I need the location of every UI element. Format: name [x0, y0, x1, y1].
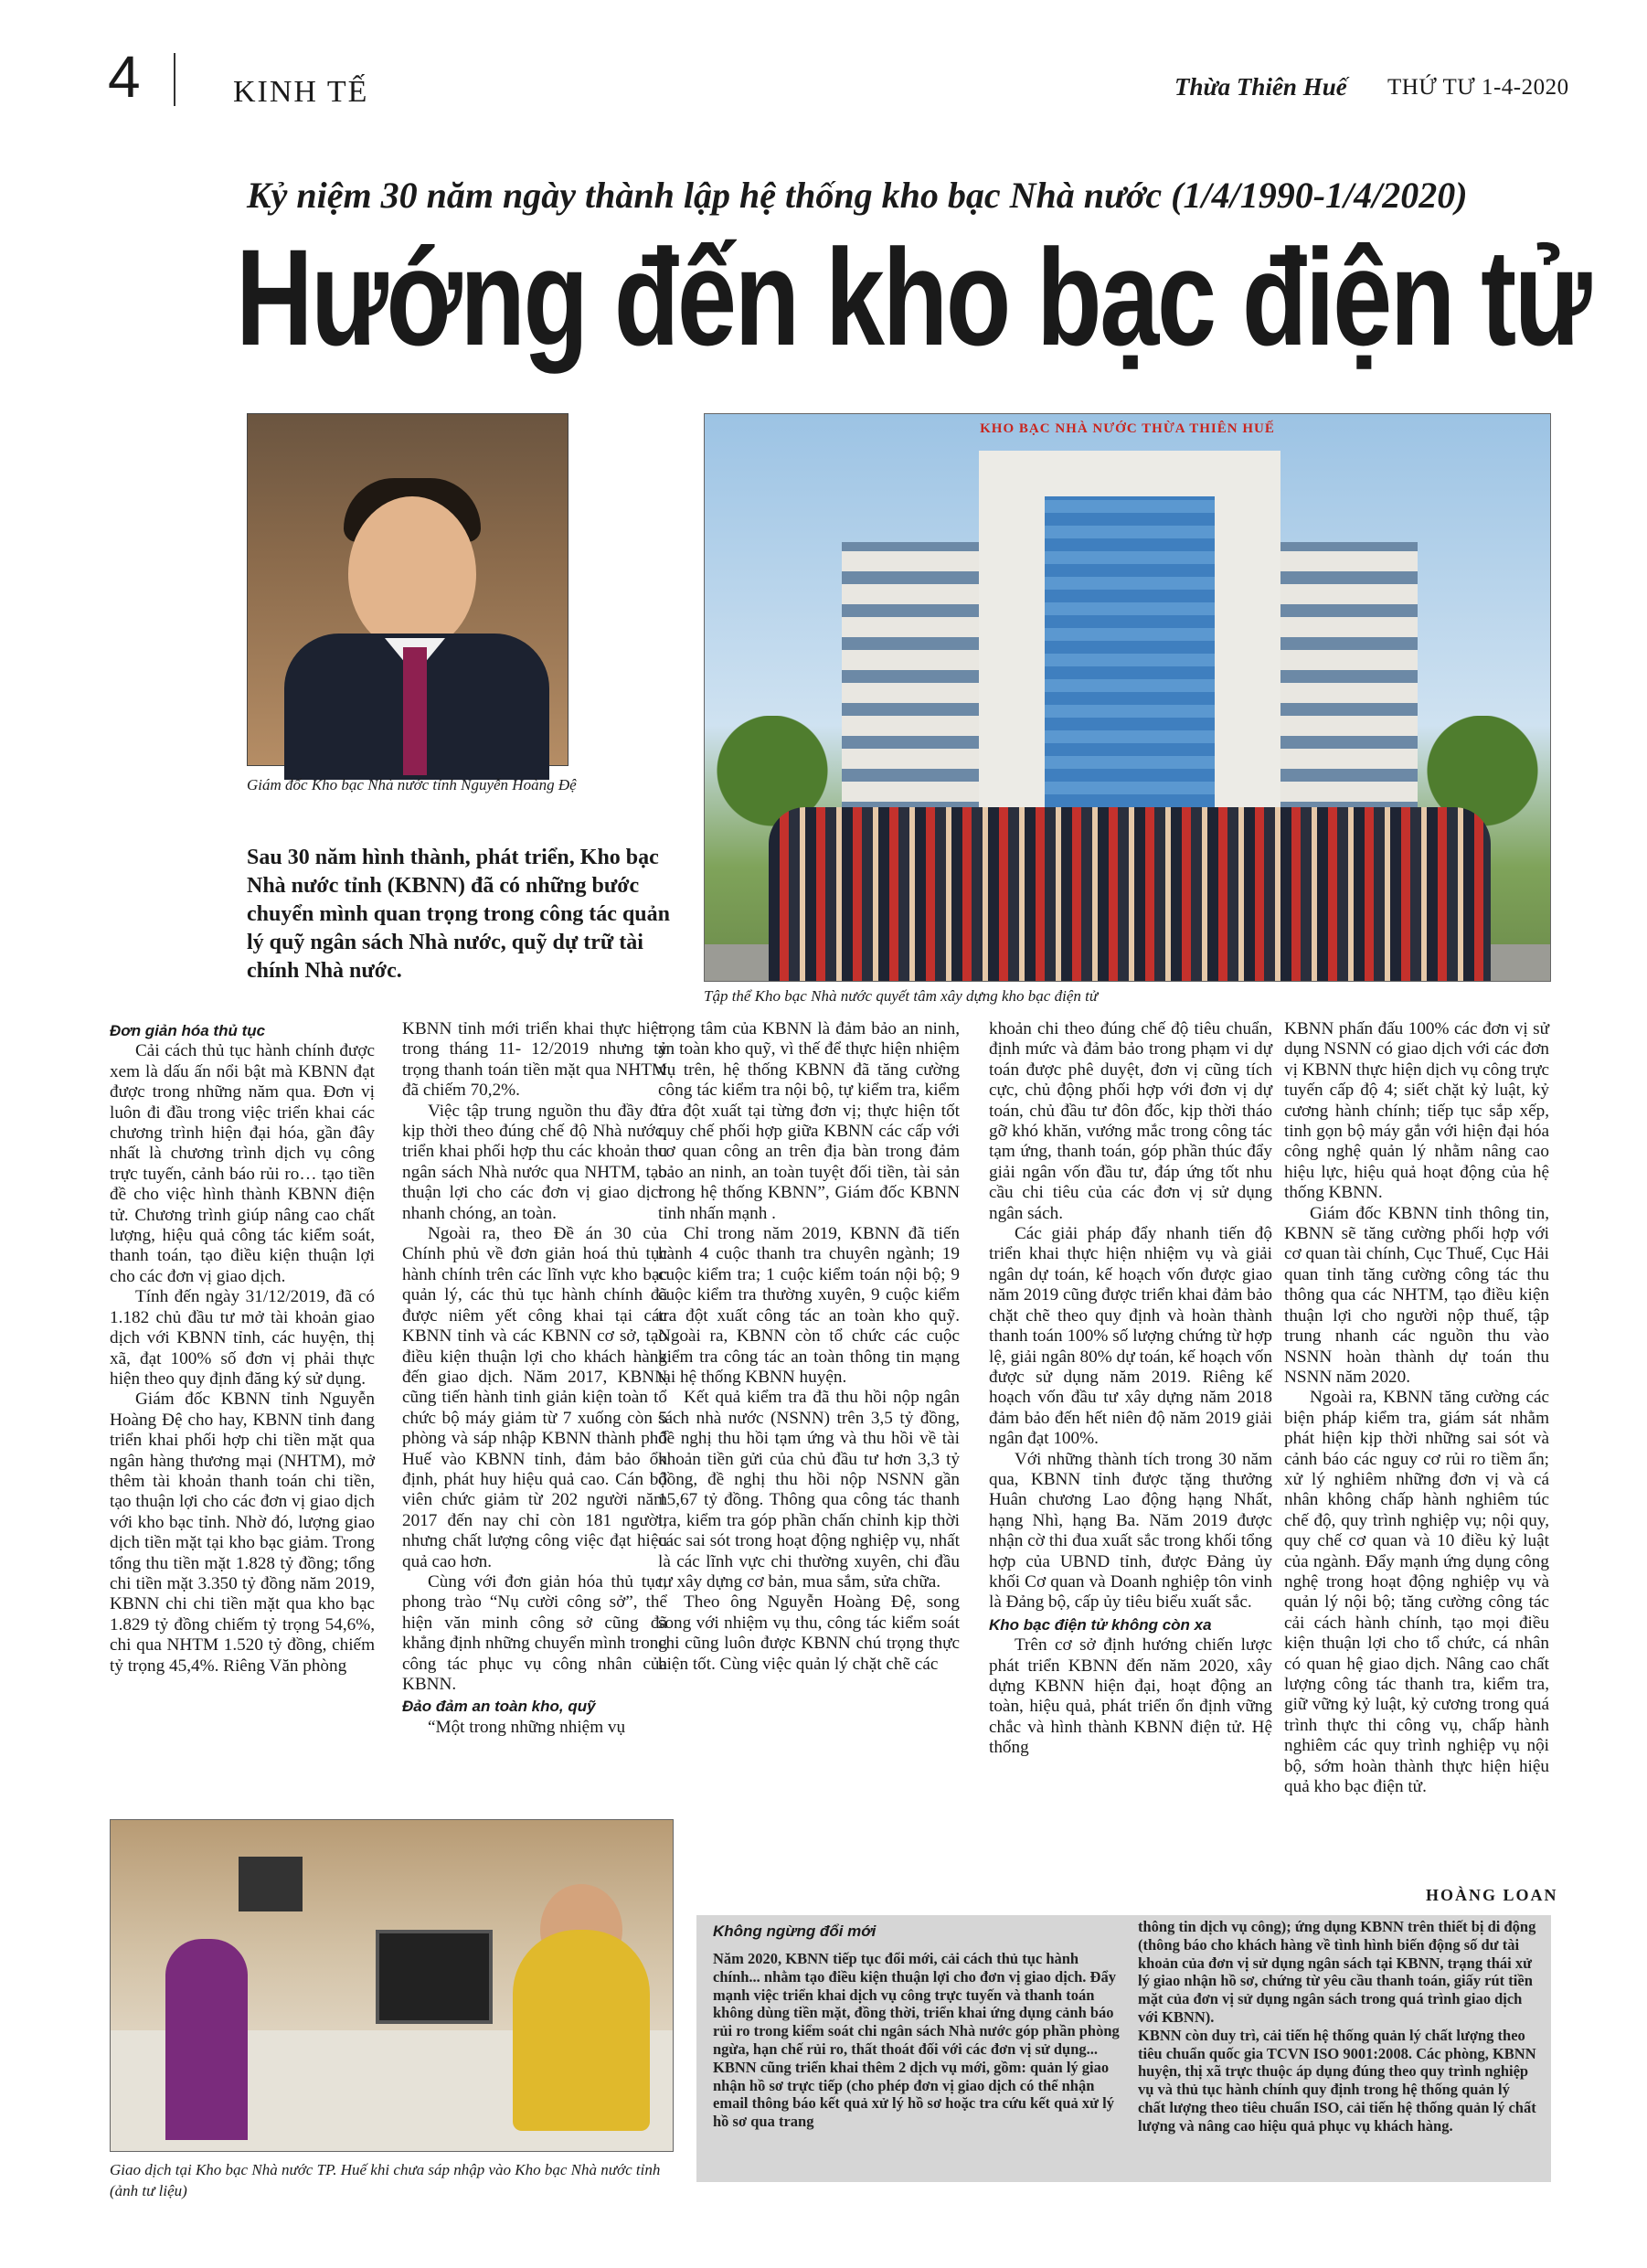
newspaper-name: Thừa Thiên Huế — [1174, 73, 1347, 101]
paragraph: Cùng với đơn giản hóa thủ tục, phong trào “Nụ cười công sở”, thể hiện văn minh công sở cũng đã khẳng định những chuyển mình trong công tác phục vụ công nhân của KBNN. — [402, 1571, 667, 1694]
paragraph: trọng tâm của KBNN là đảm bảo an ninh, an toàn kho quỹ, vì thế để thực hiện nhiệm vụ trên, hệ thống KBNN đã tăng cường công tác kiểm tra nội bộ, tự kiểm tra, kiểm tra đột xuất tại từng đơn vị; thực hiện tốt quy chế phối hợp giữa KBNN các cấp với cơ quan công an trên địa bàn trong đảm bảo an ninh, an toàn tuyệt đối tiền, tài sản trong hệ thống KBNN”, Giám đốc KBNN tỉnh nhấn mạnh . — [658, 1019, 960, 1223]
paragraph: Với những thành tích trong 30 năm qua, KBNN tỉnh được tặng thưởng Huân chương Lao động hạng Nhất, hạng Nhì, hạng Ba. Năm 2019 được nhận cờ thi đua xuất sắc trong khối tổng hợp của UBND tỉnh, được Đảng ủy khối Cơ quan và Doanh nghiệp tôn vinh là Đảng bộ, cấp ủy tiêu biểu xuất sắc. — [989, 1449, 1272, 1613]
subheading: Đơn giản hóa thủ tục — [110, 1022, 266, 1039]
paragraph: Giám đốc KBNN tỉnh thông tin, KBNN sẽ tăng cường phối hợp với cơ quan tài chính, Cục Thuế, Cục Hải quan tỉnh tăng cường công tác thu thông qua các NHTM, tạo điều kiện thuận lợi cho người nộp thuế, tập trung nhanh các nguồn thu vào NSNN hoàn thành dự toán thu NSNN năm 2020. — [1284, 1203, 1549, 1387]
paragraph: KBNN phấn đấu 100% các đơn vị sử dụng NSNN có giao dịch với các đơn vị KBNN thực hiện dịch vụ công trực tuyến cấp độ 4; siết chặt kỷ luật, kỷ cương hành chính; tiếp tục sắp xếp, tinh gọn bộ máy gắn với hiện đại hóa công nghệ quản lý nhằm nâng cao hiệu lực, hiệu quả hoạt động của hệ thống KBNN. — [1284, 1019, 1549, 1203]
paragraph: Theo ông Nguyễn Hoàng Đệ, song song với nhiệm vụ thu, công tác kiểm soát chi cũng luôn được KBNN chú trọng thực hiện tốt. Cùng việc quản lý chặt chẽ các — [658, 1592, 960, 1674]
author-byline: HOÀNG LOAN — [1426, 1886, 1558, 1904]
building-group-photo — [704, 413, 1551, 982]
sidebar-box-column-2 — [1138, 1918, 1540, 2135]
sidebar-box-column-1 — [713, 1950, 1120, 2131]
page-number: 4 — [108, 44, 141, 110]
article-column-1 — [110, 1019, 375, 1677]
paragraph: Kết quả kiểm tra đã thu hồi nộp ngân sách nhà nước (NSNN) trên 3,5 tỷ đồng, đề nghị thu hồi tạm ứng và thu hồi về tài khoản tiền gửi của chủ đầu tư hơn 3,3 tỷ đồng, đề nghị thu hồi nộp NSNN gần 15,67 tỷ đồng. Thông qua công tác thanh tra, kiểm tra góp phần chấn chỉnh kịp thời các sai sót trong hoạt động nghiệp vụ, nhất là các lĩnh vực chi thường xuyên, chi đầu tư xây dựng cơ bản, mua sắm, sửa chữa. — [658, 1388, 960, 1592]
box-paragraph: thông tin dịch vụ công); ứng dụng KBNN trên thiết bị di động (thông báo cho khách hàng về tình hình biến động số dư tài khoản của đơn vị sử dụng ngân sách tại KBNN, trạng thái xử lý giao nhận hồ sơ, chứng từ yêu cầu thanh toán, giấy rút tiền mặt của đơn vị sử dụng ngân sách trong quá trình giao dịch với KBNN). — [1138, 1918, 1536, 2026]
box-paragraph: KBNN còn duy trì, cải tiến hệ thống quản lý chất lượng theo tiêu chuẩn quốc gia TCVN ISO 9001:2008. Các phòng, KBNN huyện, thị xã trực thuộc áp dụng đúng theo quy trình nghiệp vụ và thủ tục hành chính quy định trong hệ thống quản lý chất lượng theo tiêu chuẩn ISO, cải tiến hệ thống quản lý chất lượng và nâng cao hiệu quả phục vụ khách hàng. — [1138, 2026, 1536, 2135]
subheading: Kho bạc điện tử không còn xa — [989, 1615, 1212, 1634]
sidebar-box-title: Không ngừng đổi mới — [713, 1922, 877, 1940]
lede: Sau 30 năm hình thành, phát triển, Kho bạc Nhà nước tỉnh (KBNN) đã có những bước chuyển mình quan trọng trong công tác quản lý quỹ ngân sách Nhà nước, quỹ dự trữ tài chính Nhà nước. — [247, 846, 670, 983]
kicker: Kỷ niệm 30 năm ngày thành lập hệ thống kho bạc Nhà nước (1/4/1990-1/4/2020) — [247, 175, 1468, 216]
subheading: Đảo đảm an toàn kho, quỹ — [402, 1698, 596, 1716]
article-column-4 — [989, 1019, 1272, 1759]
paragraph: Ngoài ra, KBNN tăng cường các biện pháp kiểm tra, giám sát nhằm phát hiện kịp thời những sai sót và cảnh báo các nguy cơ rủi ro tiềm ẩn; xử lý nghiêm những đơn vị và cá nhân không chấp hành nghiêm túc chế độ, quy trình nghiệp vụ; nội quy, quy chế cơ quan và 10 điều kỷ luật của ngành. Đẩy mạnh ứng dụng công nghệ trong hoạt động nghiệp vụ và quản lý nội bộ; tăng cường công tác cải cách hành chính, tạo mọi điều kiện thuận lợi cho tổ chức, cá nhân có quan hệ giao dịch. Nâng cao chất lượng công tác thanh tra, kiểm tra, giữ vững kỷ luật, kỷ cương trong quá trình thực thi công vụ, chấp hành nghiêm các quy trình nghiệp vụ nội bộ, sớm hoàn thành thực hiện hiệu quả kho bạc điện tử. — [1284, 1388, 1549, 1797]
paragraph: Giám đốc KBNN tỉnh Nguyễn Hoàng Đệ cho hay, KBNN tỉnh đang triển khai phối hợp chi tiền mặt qua ngân hàng thương mại (NHTM), mở thêm tài khoản thanh toán chi tiền, tạo thuận lợi cho các đơn vị giao dịch với kho bạc tỉnh. Nhờ đó, lượng giao dịch tiền mặt tại kho bạc giảm. Trong tổng thu tiền mặt 1.828 tỷ đồng; tổng chi tiền mặt 3.350 tỷ đồng năm 2019, KBNN chi chi tiền mặt qua kho bạc 1.829 tỷ đồng chiếm tỷ trọng 54,6%, chi qua NHTM 1.520 tỷ đồng, chiếm tỷ trọng 45,4%. Riêng Văn phòng — [110, 1390, 375, 1676]
paragraph: Việc tập trung nguồn thu đầy đủ kịp thời theo đúng chế độ Nhà nước, triển khai phối hợp thu các khoản thu ngân sách Nhà nước qua NHTM, tạo thuận lợi cho các đơn vị giao dịch nhanh chóng, an toàn. — [402, 1101, 667, 1223]
issue-date: THỨ TƯ 1-4-2020 — [1387, 75, 1569, 100]
box-paragraph: Năm 2020, KBNN tiếp tục đổi mới, cải cách thủ tục hành chính... nhằm tạo điều kiện thuận lợi cho đơn vị giao dịch. Đẩy mạnh việc triển khai dịch vụ công trực tuyến và thanh toán không dùng tiền mặt, đồng thời, triển khai ứng dụng cảnh báo rủi ro trong kiểm soát chi ngân sách Nhà nước góp phần phòng ngừa, hạn chế rủi ro, thất thoát đối với các đơn vị sử dụng... — [713, 1950, 1120, 2058]
article-column-5 — [1284, 1019, 1549, 1797]
section-name: KINH TẾ — [233, 75, 369, 109]
box-paragraph: KBNN cũng triển khai thêm 2 dịch vụ mới, gồm: quản lý giao nhận hồ sơ trực tiếp (cho phép đơn vị giao dịch có thể nhận email thông báo kết quả xử lý hồ sơ hoặc tra cứu kết quả xử lý hồ sơ qua trang — [713, 2058, 1115, 2131]
office-transaction-photo — [110, 1819, 674, 2152]
paragraph: Chỉ trong năm 2019, KBNN đã tiến hành 4 cuộc thanh tra chuyên ngành; 19 cuộc kiểm tra; 1 cuộc kiểm toán nội bộ; 9 cuộc kiểm tra thường xuyên, 9 cuộc kiểm tra đột xuất công tác an toàn kho quỹ. Ngoài ra, KBNN còn tổ chức các cuộc kiểm tra công tác an toàn thông tin mạng tại hệ thống KBNN huyện. — [658, 1224, 960, 1387]
article-column-3 — [658, 1019, 960, 1675]
building-sign: KHO BẠC NHÀ NƯỚC THỪA THIÊN HUẾ — [980, 421, 1275, 436]
paragraph: Ngoài ra, theo Đề án 30 của Chính phủ về đơn giản hoá thủ tục hành chính trên các lĩnh vực kho bạc quản lý, các thủ tục hành chính đã được niêm yết công khai tại các KBNN tỉnh và các KBNN cơ sở, tạo điều kiện thuận lợi cho khách hàng đến giao dịch. Năm 2017, KBNN cũng tiến hành tinh giản kiện toàn tổ chức bộ máy giảm từ 7 xuống còn 5 phòng và sáp nhập KBNN thành phố Huế vào KBNN tỉnh, đảm bảo ổn định, phát huy hiệu quả cao. Cán bộ viên chức giảm từ 202 người năm 2017 đến nay chỉ còn 181 người, nhưng chất lượng công việc đạt hiệu quả cao hơn. — [402, 1224, 667, 1571]
paragraph: Các giải pháp đẩy nhanh tiến độ triển khai thực hiện nhiệm vụ và giải ngân dự toán, kế hoạch vốn được giao năm 2019 cũng được triển khai đảm bảo chặt chẽ theo quy định và hoàn thành thanh toán 100% số lượng chứng từ hợp lệ, giải ngân 80% dự toán, kế hoạch vốn được sử dụng năm 2019. Riêng kế hoạch vốn đầu tư xây dựng năm 2018 đảm bảo đến hết niên độ năm 2019 giải ngân đạt 100%. — [989, 1224, 1272, 1449]
article-column-2 — [402, 1019, 667, 1738]
headline: Hướng đến kho bạc điện tử — [236, 220, 1590, 374]
header-divider — [174, 53, 175, 106]
paragraph: Trên cơ sở định hướng chiến lược phát triển KBNN đến năm 2020, xây dựng KBNN hiện đại, hoạt động an toàn, hiệu quả, phát triển ổn định vững chắc và hình thành KBNN điện tử. Hệ thống — [989, 1635, 1272, 1758]
paragraph: Tính đến ngày 31/12/2019, đã có 1.182 chủ đầu tư mở tài khoản giao dịch với KBNN tỉnh, các huyện, thị xã, đạt 100% số đơn vị phải thực hiện theo quy định đăng ký sử dụng. — [110, 1287, 375, 1389]
director-portrait-photo — [247, 413, 568, 766]
building-photo-caption: Tập thể Kho bạc Nhà nước quyết tâm xây dựng kho bạc điện tử — [704, 987, 1099, 1005]
portrait-caption: Giám đốc Kho bạc Nhà nước tỉnh Nguyễn Hoàng Đệ — [247, 776, 577, 793]
paragraph: Cải cách thủ tục hành chính được xem là dấu ấn nổi bật mà KBNN đạt được trong những năm qua. Đơn vị luôn đi đầu trong việc triển khai các chương trình hiện đại hóa, gần đây nhất là chương trình dịch vụ công trực tuyến, cảnh báo rủi ro… tạo tiền đề cho việc hình thành KBNN điện tử. Chương trình giúp nâng cao chất lượng, hiệu quả công tác kiểm soát, thanh toán, tạo điều kiện thuận lợi cho các đơn vị giao dịch. — [110, 1041, 375, 1286]
office-photo-caption: Giao dịch tại Kho bạc Nhà nước TP. Huế khi chưa sáp nhập vào Kho bạc Nhà nước tỉnh (ảnh tư liệu) — [110, 2161, 661, 2199]
paragraph: khoản chi theo đúng chế độ tiêu chuẩn, định mức và đảm bảo trong phạm vi dự toán được phê duyệt, đơn vị cũng tích cực, chủ động phối hợp với đơn vị dự toán, chủ đầu tư đôn đốc, kịp thời tháo gỡ khó khăn, vướng mắc trong công tác tạm ứng, thanh toán, góp phần thúc đẩy giải ngân vốn đầu tư, đáp ứng tốt nhu cầu chi tiêu của các đơn vị sử dụng ngân sách. — [989, 1019, 1272, 1223]
paragraph: “Một trong những nhiệm vụ — [428, 1717, 626, 1737]
paragraph: KBNN tỉnh mới triển khai thực hiện trong tháng 11- 12/2019 nhưng tỷ trọng thanh toán tiền mặt qua NHTM đã chiếm 70,2%. — [402, 1019, 667, 1101]
